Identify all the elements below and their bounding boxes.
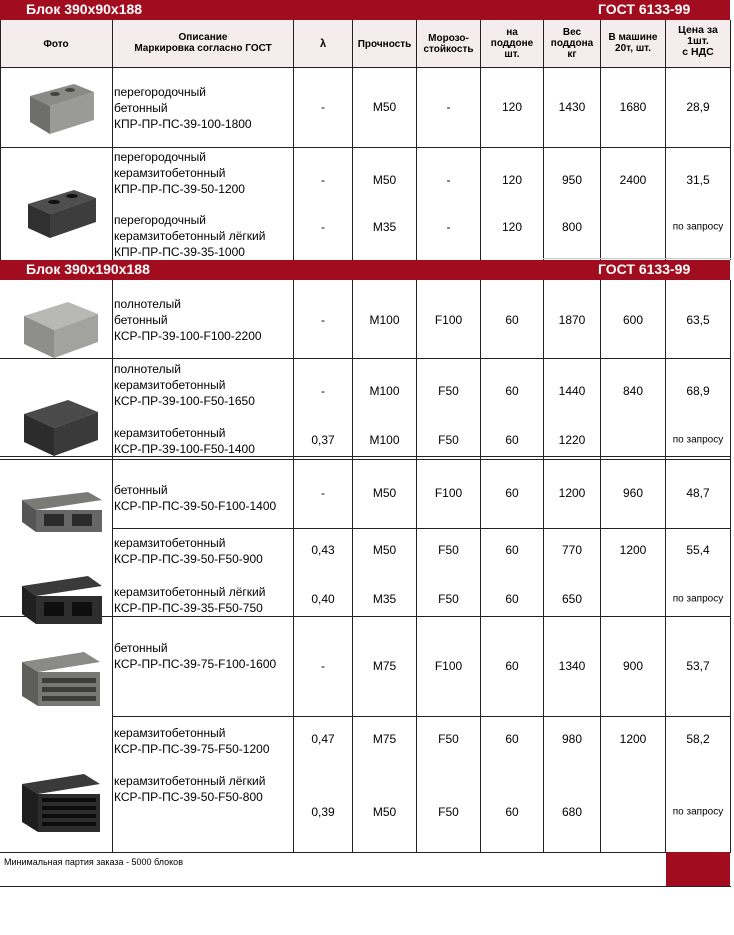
cell-price: по запросу [672,593,724,605]
cell-strength: М75 [372,659,397,673]
block-image-solid-concrete [18,292,104,360]
header-photo: Фото [43,39,69,50]
cell-lambda: - [321,100,325,114]
block-image-partition-concrete [20,78,100,138]
cell-weight: 650 [561,592,583,606]
cell-pallet: 120 [501,220,523,234]
cell-frost: F50 [438,384,459,398]
block-image-partition-claydite [20,178,100,240]
footer-note: Минимальная партия заказа - 5000 блоков [4,857,183,867]
cell-pallet: 120 [501,100,523,114]
block-image-solid-claydite [18,392,104,458]
cell-pallet: 120 [501,173,523,187]
row-desc: керамзитобетонный лёгкий КСР-ПР-ПС-39-50-F50-800 [114,774,266,804]
cell-pallet: 60 [505,313,519,327]
section-header-1 [0,0,730,20]
cell-lambda: 0,39 [311,805,335,819]
cell-truck: 1680 [619,100,647,114]
header-weight: Вес поддона кг [550,27,594,60]
section-gost: ГОСТ 6133-99 [598,261,691,277]
cell-truck: 900 [622,659,644,673]
cell-pallet: 60 [505,659,519,673]
section-title: Блок 390х90х188 [26,1,143,17]
header-pallet: на поддоне шт. [490,27,534,60]
cell-weight: 1200 [558,486,586,500]
header-price: Цена за 1шт. с НДС [678,24,718,58]
cell-truck: 960 [622,486,644,500]
row-desc: перегородочный керамзитобетонный лёгкий КПР-ПР-ПС-39-35-1000 [114,213,266,259]
cell-pallet: 60 [505,592,519,606]
row-desc: полнотелый керамзитобетонный КСР-ПР-39-100-F50-1650 [114,362,255,408]
cell-truck: 1200 [619,543,647,557]
cell-pallet: 60 [505,433,519,447]
cell-price: 28,9 [686,100,710,114]
header-desc: Описание Маркировка согласно ГОСТ [134,32,272,54]
cell-lambda: 0,43 [311,543,335,557]
cell-strength: М100 [369,313,400,327]
footer-accent [666,852,730,886]
cell-pallet: 60 [505,543,519,557]
cell-frost: F50 [438,732,459,746]
cell-strength: М50 [372,486,397,500]
cell-lambda: - [321,313,325,327]
cell-strength: М75 [372,732,397,746]
cell-frost: F100 [434,313,463,327]
block-image-hollow-concrete [18,488,104,536]
row-desc: перегородочный бетонный КПР-ПР-ПС-39-100-1800 [114,85,252,131]
cell-price: 53,7 [686,659,710,673]
cell-pallet: 60 [505,805,519,819]
cell-frost: - [446,100,451,114]
row-desc: полнотелый бетонный КСР-ПР-39-100-F100-2200 [114,297,262,343]
cell-frost: - [446,173,451,187]
cell-frost: F50 [438,543,459,557]
cell-frost: F50 [438,805,459,819]
cell-price: 31,5 [686,173,710,187]
row-desc: бетонный КСР-ПР-ПС-39-50-F100-1400 [114,483,277,513]
cell-frost: F100 [434,486,463,500]
cell-weight: 1870 [558,313,586,327]
row-desc: керамзитобетонный КСР-ПР-ПС-39-75-F50-1200 [114,726,270,756]
cell-strength: М35 [372,592,397,606]
cell-lambda: - [321,486,325,500]
cell-truck: 600 [622,313,644,327]
row-desc: керамзитобетонный КСР-ПР-ПС-39-50-F50-900 [114,536,263,566]
cell-frost: F100 [434,659,463,673]
section-title: Блок 390х190х188 [26,261,150,277]
cell-weight: 680 [561,805,583,819]
header-lambda: λ [319,38,327,50]
cell-lambda: 0,37 [311,433,335,447]
cell-weight: 980 [561,732,583,746]
cell-truck: 2400 [619,173,647,187]
cell-weight: 800 [561,220,583,234]
row-desc: бетонный КСР-ПР-ПС-39-75-F100-1600 [114,641,277,671]
cell-truck: 1200 [619,732,647,746]
cell-lambda: - [321,173,325,187]
cell-strength: М50 [372,543,397,557]
cell-pallet: 60 [505,486,519,500]
cell-price: по запросу [672,806,724,818]
block-image-slotted-concrete [18,648,104,710]
cell-price: 58,2 [686,732,710,746]
cell-weight: 1440 [558,384,586,398]
cell-weight: 770 [561,543,583,557]
cell-price: 48,7 [686,486,710,500]
cell-truck: 840 [622,384,644,398]
cell-weight: 1220 [558,433,586,447]
header-truck: В машине 20т, шт. [608,32,658,54]
cell-price: 55,4 [686,543,710,557]
cell-lambda: - [321,220,325,234]
block-image-hollow-claydite [18,572,104,628]
cell-strength: М50 [372,173,397,187]
cell-lambda: - [321,659,325,673]
section-header-2 [0,260,730,280]
cell-frost: F50 [438,592,459,606]
cell-pallet: 60 [505,384,519,398]
cell-lambda: - [321,384,325,398]
section-gost: ГОСТ 6133-99 [598,1,691,17]
cell-price: 63,5 [686,313,710,327]
cell-price: по запросу [672,221,724,233]
cell-pallet: 60 [505,732,519,746]
cell-strength: М50 [372,100,397,114]
cell-lambda: 0,40 [311,592,335,606]
cell-frost: F50 [438,433,459,447]
header-frost: Морозо- стойкость [423,33,474,55]
cell-price: по запросу [672,434,724,446]
cell-price: 68,9 [686,384,710,398]
row-desc: керамзитобетонный лёгкий КСР-ПР-ПС-39-35-F50-750 [114,585,266,615]
cell-strength: М50 [372,805,397,819]
block-image-slotted-claydite [18,770,104,836]
cell-strength: М35 [372,220,397,234]
cell-weight: 1340 [558,659,586,673]
row-desc: керамзитобетонный КСР-ПР-39-100-F50-1400 [114,426,255,456]
cell-frost: - [446,220,451,234]
header-strength: Прочность [357,39,412,50]
row-desc: перегородочный керамзитобетонный КПР-ПР-ПС-39-50-1200 [114,150,245,196]
cell-weight: 950 [561,173,583,187]
cell-lambda: 0,47 [311,732,335,746]
cell-weight: 1430 [558,100,586,114]
cell-strength: М100 [369,384,400,398]
cell-strength: М100 [369,433,400,447]
